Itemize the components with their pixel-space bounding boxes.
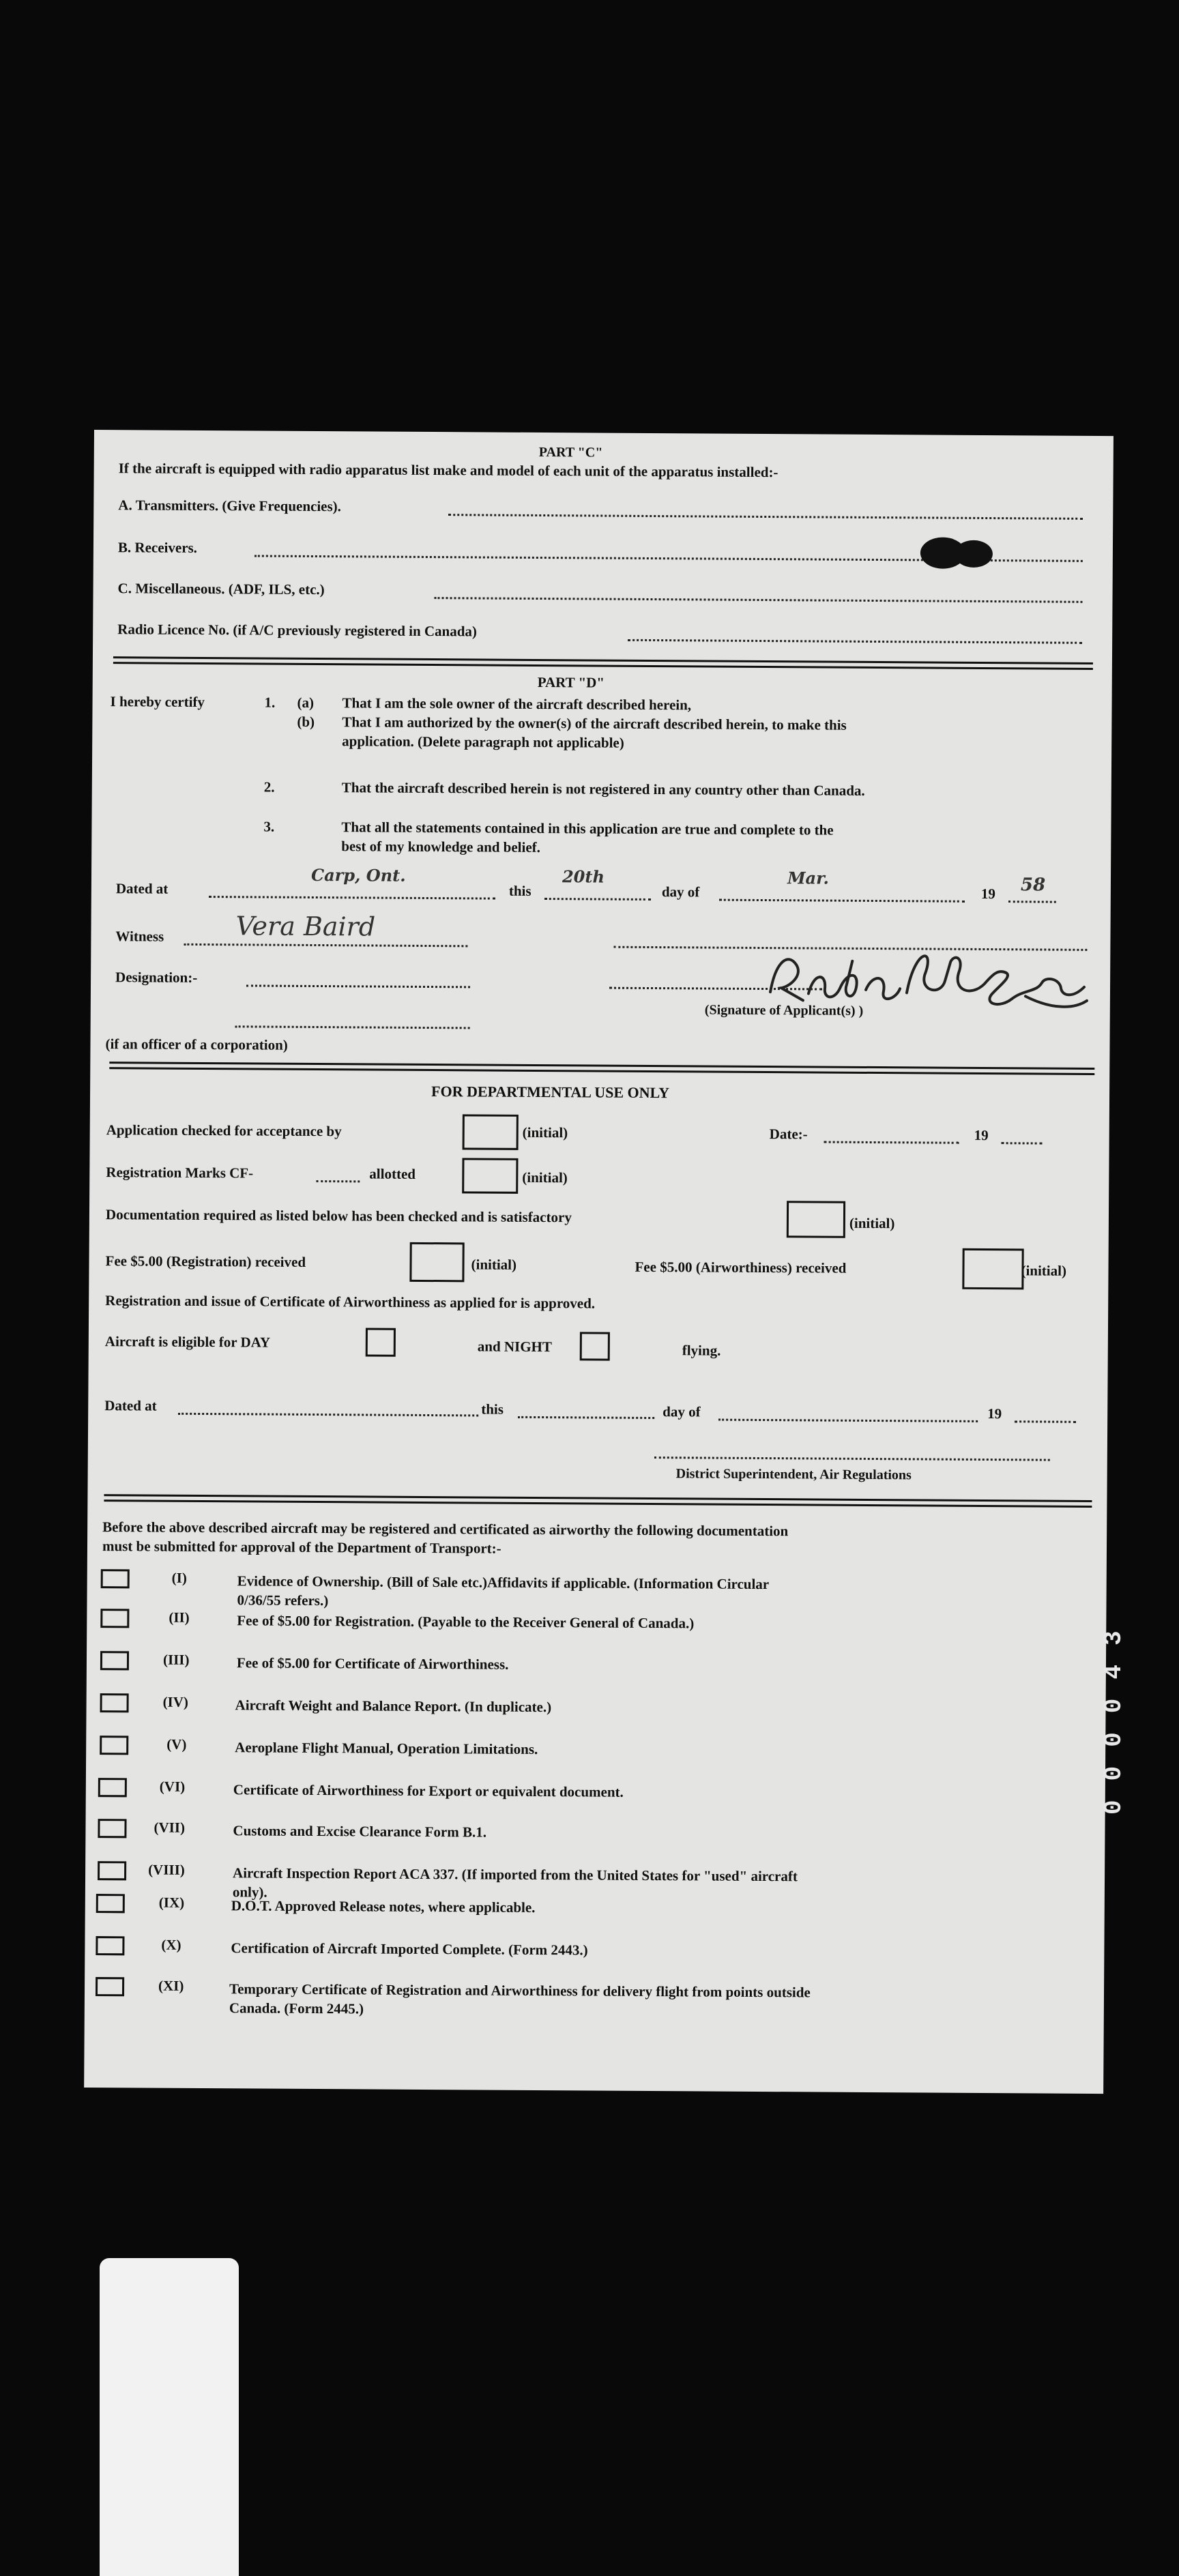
this-label: this bbox=[508, 882, 532, 899]
reg-initial-label: (initial) bbox=[522, 1169, 568, 1186]
doc-number: (VII) bbox=[154, 1819, 186, 1836]
doc-text: Certification of Aircraft Imported Complete. (Form 2443.) bbox=[231, 1940, 588, 1959]
doc-number: (IV) bbox=[162, 1693, 189, 1710]
year-prefix: 19 bbox=[980, 885, 995, 903]
doc-text: Aeroplane Flight Manual, Operation Limitations. bbox=[235, 1739, 538, 1758]
day-checkbox[interactable] bbox=[366, 1328, 396, 1356]
doc-checkbox[interactable] bbox=[98, 1861, 126, 1880]
radio-licence-label: Radio Licence No. (if A/C previously registered in Canada) bbox=[117, 621, 478, 640]
place-line bbox=[209, 896, 495, 900]
witness-signature: Vera Baird bbox=[235, 911, 376, 942]
eligible-label: Aircraft is eligible for DAY bbox=[104, 1333, 271, 1351]
doc-text: Aircraft Inspection Report ACA 337. (If imported from the United States for "used" aircraft bbox=[233, 1864, 798, 1885]
place-value: Carp, Ont. bbox=[310, 864, 406, 886]
doc-checkbox[interactable] bbox=[98, 1778, 127, 1797]
fee-air-initial-label: (initial) bbox=[1021, 1262, 1067, 1279]
item-3-num: 3. bbox=[263, 818, 275, 835]
date-line bbox=[824, 1141, 959, 1144]
documentation-initial-box[interactable] bbox=[787, 1201, 845, 1238]
night-checkbox[interactable] bbox=[580, 1332, 610, 1360]
docs-intro: Before the above described aircraft may be registered and certificated as airworthy the following documentation bbox=[102, 1519, 789, 1540]
date-year-line bbox=[1002, 1142, 1043, 1144]
doc-number: (I) bbox=[171, 1569, 187, 1586]
doc-text: Evidence of Ownership. (Bill of Sale etc.)Affidavits if applicable. (Information Circular bbox=[237, 1572, 770, 1593]
doc-checkbox[interactable] bbox=[96, 1936, 124, 1955]
checked-initial-box[interactable] bbox=[463, 1114, 519, 1150]
doc-number: (XI) bbox=[158, 1977, 184, 1994]
day-line bbox=[544, 898, 651, 901]
item-1b-text: That I am authorized by the owner(s) of the aircraft described herein, to make this bbox=[342, 714, 847, 733]
dept-dated-at-label: Dated at bbox=[104, 1397, 157, 1414]
year-line bbox=[1008, 901, 1056, 903]
ink-blot bbox=[955, 540, 993, 568]
doc-number: (VIII) bbox=[148, 1861, 185, 1878]
dated-at-label: Dated at bbox=[115, 880, 169, 897]
transmitters-line bbox=[448, 514, 1083, 520]
doc-number: (VI) bbox=[159, 1778, 186, 1795]
dept-heading: FOR DEPARTMENTAL USE ONLY bbox=[431, 1083, 670, 1102]
month-line bbox=[719, 899, 965, 903]
date-year: 19 bbox=[974, 1126, 989, 1144]
allotted-label: allotted bbox=[369, 1165, 416, 1182]
docs-intro-2: must be submitted for approval of the Department of Transport:- bbox=[102, 1538, 501, 1557]
fee-reg-initial-label: (initial) bbox=[471, 1256, 517, 1273]
designation-label: Designation:- bbox=[115, 969, 198, 986]
witness-line bbox=[184, 943, 467, 948]
dept-day-line bbox=[518, 1416, 654, 1419]
doc-checkbox[interactable] bbox=[100, 1609, 129, 1628]
part-c-intro: If the aircraft is equipped with radio apparatus list make and model of each unit of the apparatus installed:- bbox=[118, 460, 778, 481]
doc-text-2: only). bbox=[232, 1884, 267, 1901]
dept-year-prefix: 19 bbox=[987, 1405, 1002, 1422]
dept-day-of-label: day of bbox=[663, 1403, 701, 1420]
doc-number: (III) bbox=[162, 1651, 190, 1668]
part-c-heading: PART "C" bbox=[538, 444, 603, 460]
fee-air-initial-box[interactable] bbox=[962, 1248, 1023, 1290]
doc-checkbox[interactable] bbox=[98, 1819, 126, 1838]
item-1-num: 1. bbox=[264, 694, 276, 711]
documentation-label: Documentation required as listed below has been checked and is satisfactory bbox=[105, 1206, 572, 1226]
dept-this-label: this bbox=[481, 1401, 504, 1418]
doc-text-2: 0/36/55 refers.) bbox=[237, 1592, 329, 1609]
reg-marks-label: Registration Marks CF- bbox=[106, 1164, 254, 1182]
district-sig-line bbox=[654, 1457, 1050, 1461]
doc-text: Aircraft Weight and Balance Report. (In duplicate.) bbox=[235, 1697, 552, 1716]
frame-number-stamp: 000043 bbox=[1100, 1611, 1128, 1815]
radio-licence-line bbox=[628, 639, 1082, 644]
receivers-label: B. Receivers. bbox=[117, 539, 198, 556]
misc-line bbox=[434, 597, 1082, 603]
and-night-label: and NIGHT bbox=[477, 1338, 553, 1356]
dept-place-line bbox=[178, 1413, 478, 1417]
certify-label: I hereby certify bbox=[110, 693, 205, 710]
month-value: Mar. bbox=[787, 868, 830, 888]
misc-label: C. Miscellaneous. (ADF, ILS, etc.) bbox=[117, 580, 325, 598]
doc-number: (II) bbox=[169, 1609, 190, 1626]
doc-number: (X) bbox=[161, 1936, 181, 1953]
transmitters-label: A. Transmitters. (Give Frequencies). bbox=[118, 497, 342, 515]
date-label: Date:- bbox=[769, 1126, 808, 1143]
flying-label: flying. bbox=[682, 1342, 721, 1359]
day-of-label: day of bbox=[661, 883, 700, 901]
item-1a-label: (a) bbox=[297, 694, 315, 711]
doc-text-2: Canada. (Form 2445.) bbox=[229, 2000, 364, 2017]
doc-number: (V) bbox=[166, 1736, 187, 1753]
designation-line bbox=[246, 984, 470, 988]
doc-checkbox[interactable] bbox=[96, 1894, 125, 1913]
dept-year-line bbox=[1015, 1420, 1076, 1423]
reg-initial-box[interactable] bbox=[462, 1158, 518, 1194]
officer-note: (if an officer of a corporation) bbox=[105, 1036, 288, 1053]
year-value: 58 bbox=[1020, 875, 1046, 896]
reg-marks-line bbox=[316, 1180, 360, 1182]
item-2-text: That the aircraft described herein is not registered in any country other than Canada. bbox=[341, 779, 865, 799]
day-value: 20th bbox=[562, 866, 605, 887]
dept-month-line bbox=[718, 1419, 978, 1422]
doc-number: (IX) bbox=[158, 1894, 185, 1911]
doc-checkbox[interactable] bbox=[100, 1693, 129, 1712]
checked-label: Application checked for acceptance by bbox=[106, 1122, 342, 1140]
signature-label: (Signature of Applicant(s) ) bbox=[704, 1002, 864, 1019]
doc-checkbox[interactable] bbox=[100, 1736, 128, 1755]
doc-text: D.O.T. Approved Release notes, where applicable. bbox=[231, 1897, 536, 1916]
checked-initial-label: (initial) bbox=[522, 1124, 568, 1141]
documentation-initial-label: (initial) bbox=[849, 1214, 895, 1232]
doc-text: Customs and Excise Clearance Form B.1. bbox=[233, 1822, 487, 1841]
item-1a-text: That I am the sole owner of the aircraft described herein, bbox=[342, 694, 692, 714]
fee-reg-label: Fee $5.00 (Registration) received bbox=[105, 1253, 306, 1270]
fee-reg-initial-box[interactable] bbox=[409, 1242, 464, 1282]
item-3-text-2: best of my knowledge and belief. bbox=[341, 838, 541, 856]
witness-label: Witness bbox=[115, 928, 164, 945]
item-3-text: That all the statements contained in this application are true and complete to the bbox=[341, 819, 834, 838]
doc-checkbox[interactable] bbox=[96, 1977, 124, 1996]
film-leader-block bbox=[100, 2258, 239, 2576]
part-d-heading: PART "D" bbox=[537, 673, 605, 691]
item-2-num: 2. bbox=[263, 778, 275, 795]
district-label: District Superintendent, Air Regulations bbox=[675, 1466, 912, 1483]
doc-text: Certificate of Airworthiness for Export or equivalent document. bbox=[233, 1781, 624, 1800]
item-1b-text-2: application. (Delete paragraph not applicable) bbox=[342, 733, 624, 751]
officer-line bbox=[235, 1025, 470, 1029]
fee-air-label: Fee $5.00 (Airworthiness) received bbox=[635, 1258, 847, 1276]
form-page bbox=[84, 430, 1114, 2094]
doc-checkbox[interactable] bbox=[101, 1569, 130, 1588]
doc-checkbox[interactable] bbox=[100, 1651, 129, 1670]
doc-text: Fee of $5.00 for Certificate of Airworthiness. bbox=[236, 1654, 509, 1673]
approved-label: Registration and issue of Certificate of Airworthiness as applied for is approved. bbox=[105, 1292, 596, 1312]
doc-text: Fee of $5.00 for Registration. (Payable to the Receiver General of Canada.) bbox=[237, 1612, 695, 1632]
doc-text: Temporary Certificate of Registration and Airworthiness for delivery flight from points outside bbox=[229, 1980, 811, 2001]
item-1b-label: (b) bbox=[297, 713, 315, 730]
